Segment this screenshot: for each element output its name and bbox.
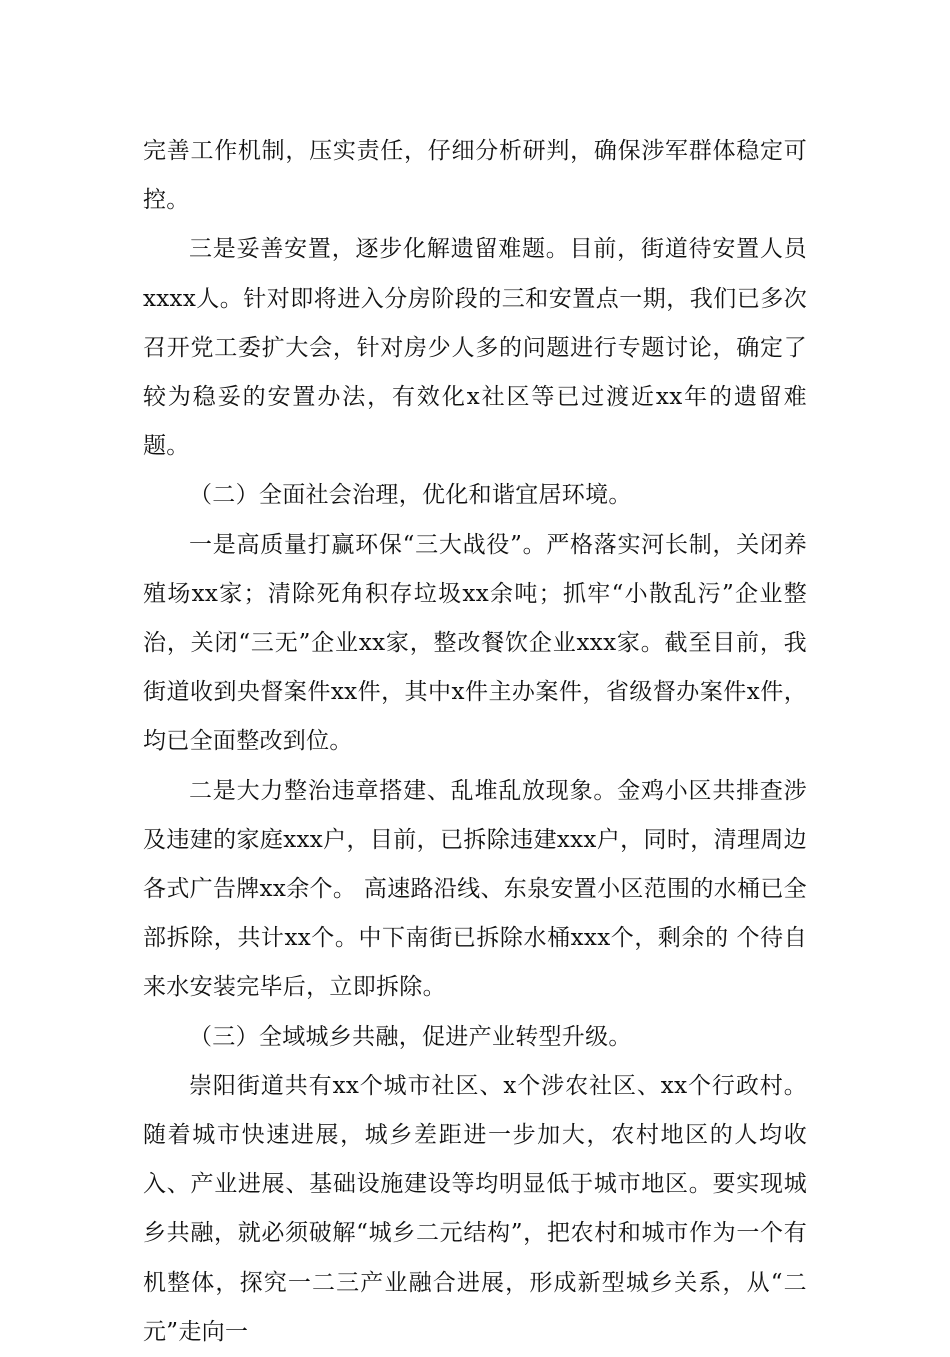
section-heading-social-governance: （二）全面社会治理，优化和谐宜居环境。 bbox=[189, 482, 632, 509]
paragraph-illegal-construction: 二是大力整治违章搭建、乱堆乱放现象。金鸡小区共排查涉及违建的家庭xxx户，目前，已拆除违建xxx户，同时，清理周边各式广告牌xx余个。 高速路沿线、东泉安置小区范围的水桶已全部拆除，共计xx个。中下南街已拆除水桶xxx个，剩余的 个待自来水安装完毕后，立即拆除。 bbox=[143, 777, 807, 1001]
paragraph-resettlement: 三是妥善安置，逐步化解遗留难题。目前，街道待安置人员xxxx人。针对即将进入分房阶段的三和安置点一期，我们已多次召开党工委扩大会，针对房少人多的问题进行专题讨论，确定了较为稳妥的安置办法，有效化x社区等已过渡近xx年的遗留难题。 bbox=[143, 236, 807, 460]
paragraph-urban-rural-integration: 崇阳街道共有xx个城市社区、x个涉农社区、xx个行政村。随着城市快速进展，城乡差距进一步加大，农村地区的人均收入、产业进展、基础设施建设等均明显低于城市地区。要实现城乡共融，就必须破解“城乡二元结构”，把农村和城市作为一个有机整体，探究一二三产业融合进展，形成新型城乡关系，从“二元”走向一 bbox=[143, 1072, 807, 1345]
paragraph-continuation: 完善工作机制，压实责任，仔细分析研判，确保涉军群体稳定可控。 bbox=[143, 138, 807, 214]
section-heading-urban-rural: （三）全域城乡共融，促进产业转型升级。 bbox=[189, 1023, 632, 1050]
paragraph-environmental-campaign: 一是高质量打赢环保“三大战役”。严格落实河长制，关闭养殖场xx家；清除死角积存垃圾xx余吨；抓牢“小散乱污”企业整治，关闭“三无”企业xx家，整改餐饮企业xxx家。截至目前，我街道收到央督案件xx件，其中x件主办案件，省级督办案件x件，均已全面整改到位。 bbox=[143, 531, 807, 755]
